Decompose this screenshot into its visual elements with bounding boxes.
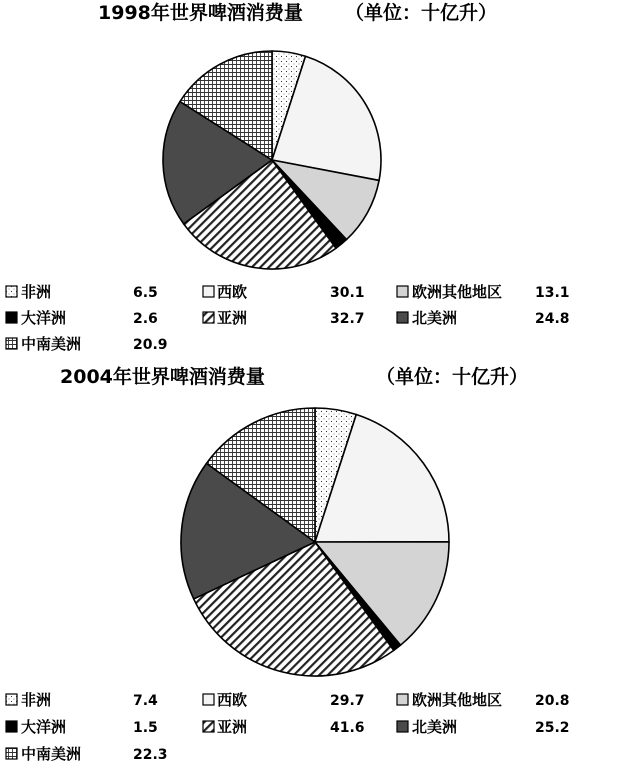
- legend-label-other-europe: 欧洲其他地区: [412, 283, 503, 301]
- legend-label-asia: 亚洲: [217, 309, 248, 327]
- legend-value-asia: 41.6: [330, 720, 365, 736]
- chart-1998-legend: [6, 283, 570, 353]
- legend-value-oceania: 2.6: [133, 311, 158, 327]
- legend-value-other-europe: 20.8: [535, 693, 570, 709]
- chart-2004: [6, 365, 570, 763]
- legend-label-oceania: 大洋洲: [21, 309, 67, 327]
- legend-swatch-north-america: [397, 312, 408, 323]
- legend-swatch-oceania: [6, 312, 17, 323]
- legend-swatch-asia: [203, 721, 214, 732]
- legend-value-west-europe: 30.1: [330, 285, 365, 301]
- legend-swatch-west-europe: [203, 694, 214, 705]
- legend-value-north-america: 25.2: [535, 720, 570, 736]
- chart-2004-pie: [181, 408, 449, 676]
- legend-swatch-latin-america: [6, 748, 17, 759]
- legend-swatch-other-europe: [397, 286, 408, 297]
- legend-label-africa: 非洲: [21, 283, 52, 301]
- legend-value-other-europe: 13.1: [535, 285, 570, 301]
- chart-2004-legend: [6, 691, 570, 763]
- chart-2004-unit: （单位：十亿升）: [376, 366, 529, 388]
- legend-value-oceania: 1.5: [133, 720, 158, 736]
- legend-value-africa: 7.4: [133, 693, 158, 709]
- legend-swatch-asia: [203, 312, 214, 323]
- legend-value-africa: 6.5: [133, 285, 158, 301]
- legend-label-latin-america: 中南美洲: [21, 335, 82, 353]
- legend-swatch-oceania: [6, 721, 17, 732]
- legend-swatch-other-europe: [397, 694, 408, 705]
- legend-swatch-latin-america: [6, 338, 17, 349]
- legend-swatch-west-europe: [203, 286, 214, 297]
- chart-1998: [6, 1, 570, 353]
- legend-value-latin-america: 22.3: [133, 747, 168, 763]
- chart-2004-title: 2004年世界啤酒消费量: [60, 366, 265, 388]
- chart-1998-pie: [163, 51, 381, 269]
- legend-label-latin-america: 中南美洲: [21, 745, 82, 763]
- legend-swatch-africa: [6, 694, 17, 705]
- legend-value-west-europe: 29.7: [330, 693, 365, 709]
- legend-value-asia: 32.7: [330, 311, 365, 327]
- legend-label-other-europe: 欧洲其他地区: [412, 691, 503, 709]
- legend-value-north-america: 24.8: [535, 311, 570, 327]
- chart-1998-title: 1998年世界啤酒消费量: [98, 2, 303, 24]
- legend-value-latin-america: 20.9: [133, 337, 168, 353]
- legend-label-africa: 非洲: [21, 691, 52, 709]
- legend-swatch-africa: [6, 286, 17, 297]
- legend-label-asia: 亚洲: [217, 718, 248, 736]
- legend-label-oceania: 大洋洲: [21, 718, 67, 736]
- legend-label-west-europe: 西欧: [217, 691, 248, 709]
- legend-swatch-north-america: [397, 721, 408, 732]
- legend-label-west-europe: 西欧: [217, 283, 248, 301]
- chart-1998-unit: （单位：十亿升）: [345, 2, 498, 24]
- legend-label-north-america: 北美洲: [412, 309, 458, 327]
- legend-label-north-america: 北美洲: [412, 718, 458, 736]
